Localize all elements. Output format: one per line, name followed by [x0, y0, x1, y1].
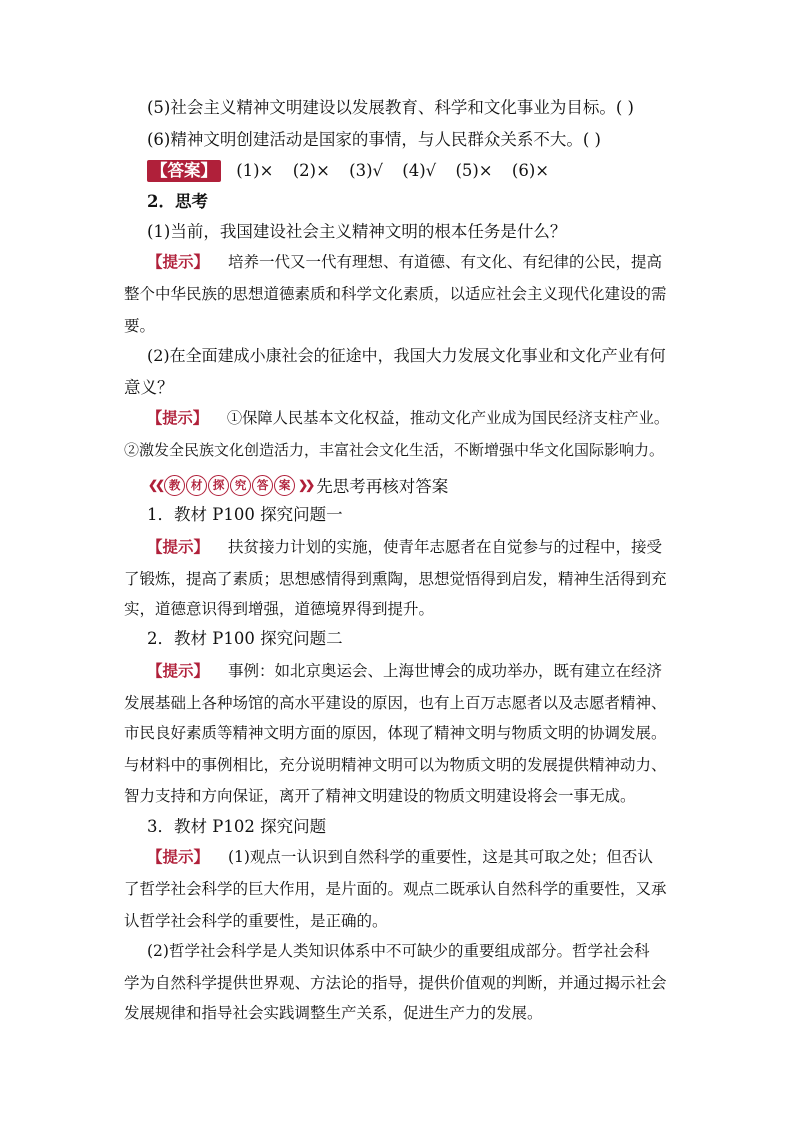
section-title: 2．思考: [147, 192, 208, 211]
hint-label: 【提示】: [147, 252, 210, 271]
hint-label: 【提示】: [147, 847, 210, 866]
answer-item: (2)×: [292, 161, 330, 180]
hint-label: 【提示】: [147, 661, 210, 680]
think-question-1: (1)当前，我国建设社会主义精神文明的根本任务是什么？: [147, 222, 567, 241]
exploration-title-3: 3．教材 P102 探究问题: [147, 817, 327, 836]
hint-line: 【提示】 扶贫接力计划的实施，使青年志愿者在自觉参与的过程中，接受: [147, 537, 662, 556]
hint-line: 与材料中的事例相比，充分说明精神文明可以为物质文明的发展提供精神动力、: [124, 756, 667, 774]
hint-line: 【提示】 培养一代又一代有理想、有道德、有文化、有纪律的公民，提高: [147, 252, 662, 271]
hint-label: 【提示】: [147, 409, 208, 427]
hint-line: 发展基础上各种场馆的高水平建设的原因，也有上百万志愿者以及志愿者精神、: [124, 694, 667, 712]
hint-line: 整个中华民族的思想道德素质和科学文化素质，以适应社会主义现代化建设的需: [124, 285, 667, 303]
hint-line: 要。: [124, 317, 156, 335]
banner-chip: 材: [186, 475, 207, 496]
banner-chip: 案: [274, 475, 295, 496]
paragraph-line: (2)哲学社会科学是人类知识体系中不可缺少的重要组成部分。哲学社会科: [147, 942, 650, 960]
banner-chip: 答: [252, 475, 273, 496]
hint-line: 智力支持和方向保证，离开了精神文明建设的物质文明建设将会一事无成。: [124, 787, 636, 805]
hint-line: 市民良好素质等精神文明方面的原因，体现了精神文明与物质文明的协调发展。: [124, 724, 667, 742]
hint-label: 【提示】: [147, 537, 210, 556]
think-question-2: (2)在全面建成小康社会的征途中，我国大力发展文化事业和文化产业有何: [147, 346, 666, 365]
banner-chips: [164, 475, 296, 496]
hint-line: ②激发全民族文化创造活力，丰富社会文化生活，不断增强中华文化国际影响力。: [124, 441, 665, 459]
paragraph-line: 发展规律和指导社会实践调整生产关系，促进生产力的发展。: [124, 1004, 543, 1022]
hint-line: 了哲学社会科学的巨大作用，是片面的。观点二既承认自然科学的重要性，又承: [124, 880, 667, 898]
answer-item: (1)×: [236, 161, 274, 180]
banner-text: 先思考再核对答案: [316, 477, 449, 496]
answer-item: (3)√: [349, 161, 384, 180]
answer-item: (5)×: [455, 161, 493, 180]
hint-line: 【提示】 事例：如北京奥运会、上海世博会的成功举办，既有建立在经济: [147, 661, 662, 680]
answer-label: 【答案】: [147, 160, 221, 182]
question-6: (6)精神文明创建活动是国家的事情，与人民群众关系不大。( ): [147, 130, 601, 149]
banner-chip: 教: [164, 475, 185, 496]
banner-chip: 探: [208, 475, 229, 496]
hint-line: 【提示】 (1)观点一认识到自然科学的重要性，这是其可取之处；但否认: [147, 847, 653, 866]
double-chevron-right-icon: ❯❯: [298, 478, 313, 492]
think-question-2-cont: 意义？: [124, 378, 174, 397]
hint-line: 【提示】 ①保障人民基本文化权益，推动文化产业成为国民经济支柱产业。: [147, 409, 670, 427]
exploration-title-2: 2．教材 P100 探究问题二: [147, 629, 343, 648]
section-banner: [148, 474, 448, 496]
hint-line: 实，道德意识得到增强，道德境界得到提升。: [124, 600, 435, 618]
answer-row: [147, 160, 563, 182]
banner-chip: 究: [230, 475, 251, 496]
hint-line: 认哲学社会科学的重要性，是正确的。: [124, 912, 388, 930]
answer-item: (4)√: [402, 161, 437, 180]
exploration-title-1: 1．教材 P100 探究问题一: [147, 505, 343, 524]
question-5: (5)社会主义精神文明建设以发展教育、科学和文化事业为目标。( ): [147, 98, 634, 117]
answer-item: (6)×: [511, 161, 550, 180]
double-chevron-left-icon: ❮❮: [148, 478, 163, 492]
paragraph-line: 学为自然科学提供世界观、方法论的指导，提供价值观的判断，并通过揭示社会: [124, 974, 667, 992]
hint-line: 了锻炼，提高了素质；思想感情得到熏陶，思想觉悟得到启发，精神生活得到充: [124, 570, 667, 588]
